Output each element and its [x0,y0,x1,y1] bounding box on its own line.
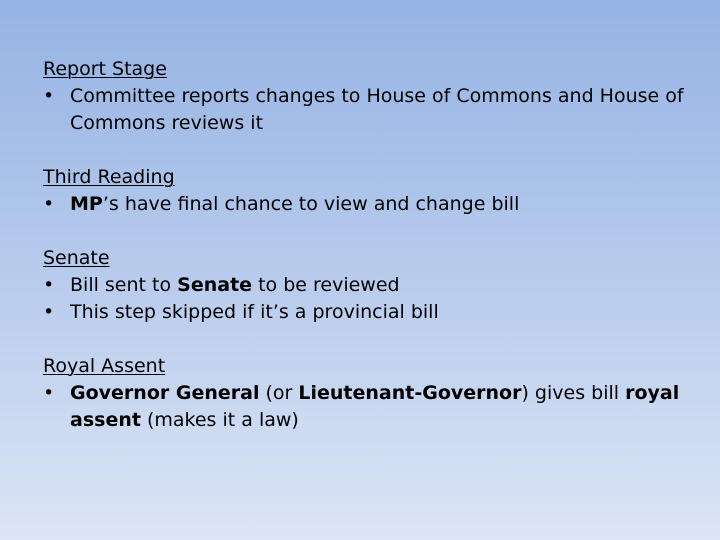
bold-term: MP [70,193,103,215]
bullet-text: This step skipped if it’s a provincial bill [70,301,439,323]
bold-term: Governor General [70,382,260,404]
bullet-text: (or [259,382,299,404]
bullet-text: ’s have final chance to view and change bill [102,193,520,215]
bullet-item [43,272,693,299]
bullet-text: Bill sent to [70,274,178,296]
bullet-list [43,272,693,326]
bullet-icon: • [43,382,55,404]
bold-term: royal assent [70,382,680,431]
bullet-item [43,299,693,326]
section-report-stage [43,56,693,137]
bold-term: Senate [177,274,253,296]
bullet-icon: • [43,301,55,323]
bullet-list [43,380,693,434]
bold-term: Lieutenant-Governor [298,382,522,404]
section-senate [43,245,693,326]
bullet-item [43,83,693,137]
section-heading: Senate [43,247,110,269]
section-third-reading [43,164,693,218]
bullet-text: (makes it a law) [140,409,299,431]
bullet-icon: • [43,274,55,296]
section-heading: Report Stage [43,58,167,80]
bullet-text: to be reviewed [252,274,400,296]
bullet-list [43,191,693,218]
bullet-icon: • [43,193,55,215]
section-heading: Royal Assent [43,355,166,377]
slide-content [43,56,693,434]
bullet-item [43,380,693,434]
section-royal-assent [43,353,693,434]
bullet-text: ) gives bill [521,382,626,404]
section-heading: Third Reading [43,166,175,188]
bullet-list [43,83,693,137]
bullet-text: Committee reports changes to House of Commons and House of Commons reviews it [70,85,684,134]
bullet-icon: • [43,85,55,107]
bullet-item [43,191,693,218]
